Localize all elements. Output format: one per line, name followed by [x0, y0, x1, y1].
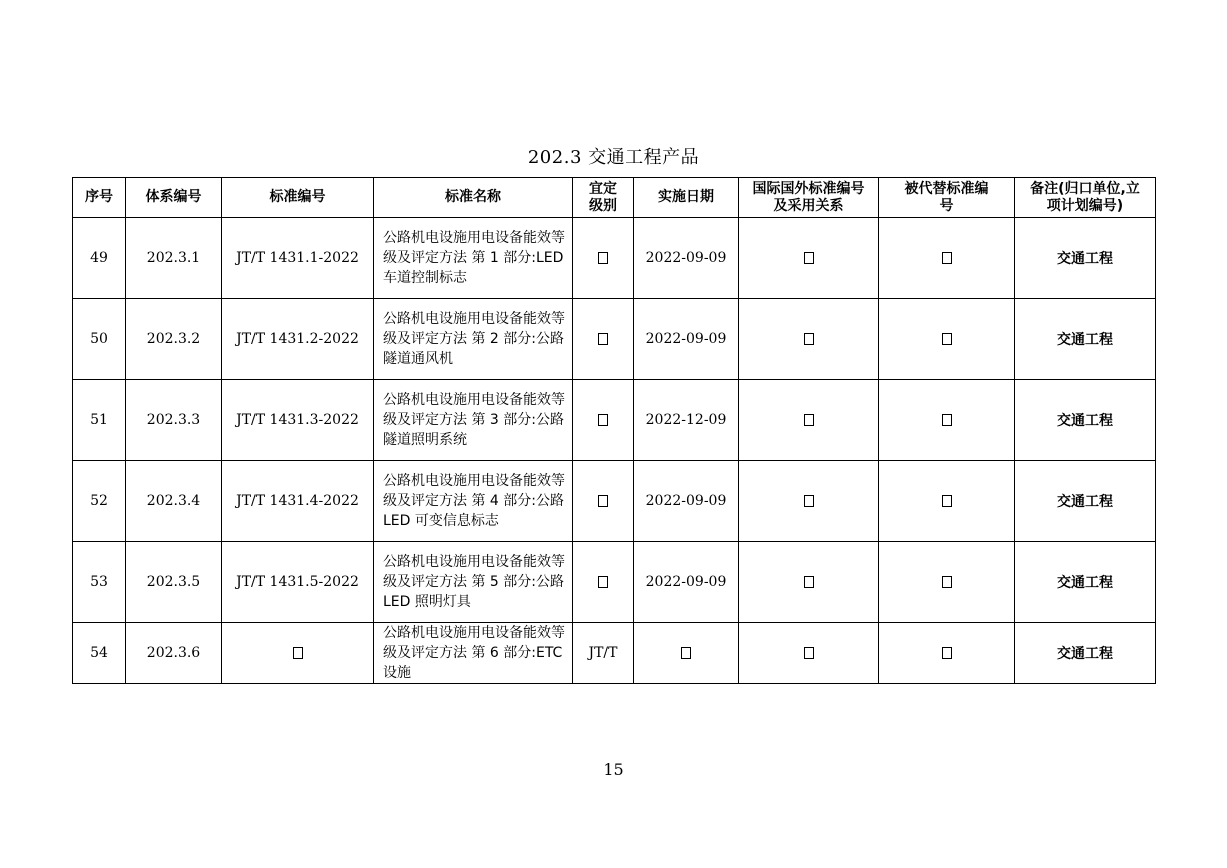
standards-table: [72, 177, 1156, 684]
empty-box-icon: [942, 333, 952, 345]
cell-intl: [739, 623, 879, 684]
col-header-date: 实施日期: [634, 178, 739, 218]
cell-replaced: [879, 380, 1015, 461]
cell-level: JT/T: [573, 623, 634, 684]
cell-name: 公路机电设施用电设备能效等级及评定方法 第 2 部分:公路隧道通风机: [374, 299, 573, 380]
cell-seq: 53: [73, 542, 126, 623]
cell-remark: 交通工程: [1015, 623, 1156, 684]
cell-std-no: JT/T 1431.5-2022: [222, 542, 374, 623]
cell-system-no: 202.3.1: [126, 218, 222, 299]
cell-seq: 50: [73, 299, 126, 380]
cell-date: 2022-09-09: [634, 299, 739, 380]
section-title: 202.3 交通工程产品: [527, 147, 700, 168]
cell-name: 公路机电设施用电设备能效等级及评定方法 第 1 部分:LED 车道控制标志: [374, 218, 573, 299]
cell-system-no: 202.3.4: [126, 461, 222, 542]
cell-intl: [739, 299, 879, 380]
cell-system-no: 202.3.5: [126, 542, 222, 623]
cell-intl: [739, 542, 879, 623]
empty-box-icon: [942, 647, 952, 659]
cell-name: 公路机电设施用电设备能效等级及评定方法 第 6 部分:ETC 设施: [374, 623, 573, 684]
cell-seq: 54: [73, 623, 126, 684]
table-row: [73, 461, 1156, 542]
cell-system-no: 202.3.3: [126, 380, 222, 461]
empty-box-icon: [942, 252, 952, 264]
empty-box-icon: [804, 252, 814, 264]
cell-intl: [739, 218, 879, 299]
col-header-level-text: 宜定级别: [588, 180, 617, 214]
cell-remark: 交通工程: [1015, 380, 1156, 461]
cell-std-no: JT/T 1431.4-2022: [222, 461, 374, 542]
empty-box-icon: [942, 414, 952, 426]
col-header-level: [573, 178, 634, 218]
cell-seq: 51: [73, 380, 126, 461]
cell-level: [573, 461, 634, 542]
table-row: [73, 380, 1156, 461]
cell-std-no: JT/T 1431.3-2022: [222, 380, 374, 461]
cell-remark: 交通工程: [1015, 461, 1156, 542]
cell-name: 公路机电设施用电设备能效等级及评定方法 第 3 部分:公路隧道照明系统: [374, 380, 573, 461]
table-row: [73, 299, 1156, 380]
cell-date: [634, 623, 739, 684]
empty-box-icon: [804, 495, 814, 507]
cell-remark: 交通工程: [1015, 299, 1156, 380]
cell-system-no: 202.3.6: [126, 623, 222, 684]
col-header-name: 标准名称: [374, 178, 573, 218]
empty-box-icon: [681, 647, 691, 659]
page-number: 15: [603, 760, 624, 779]
col-header-replaced: [879, 178, 1015, 218]
cell-date: 2022-09-09: [634, 218, 739, 299]
cell-level: [573, 218, 634, 299]
cell-replaced: [879, 299, 1015, 380]
cell-std-no: [222, 623, 374, 684]
col-header-remark-text: 备注(归口单位,立项计划编号): [1030, 180, 1140, 214]
cell-intl: [739, 461, 879, 542]
table-row: [73, 623, 1156, 684]
cell-replaced: [879, 623, 1015, 684]
cell-date: 2022-09-09: [634, 542, 739, 623]
cell-std-no: JT/T 1431.1-2022: [222, 218, 374, 299]
empty-box-icon: [598, 252, 608, 264]
empty-box-icon: [598, 576, 608, 588]
cell-replaced: [879, 542, 1015, 623]
cell-date: 2022-12-09: [634, 380, 739, 461]
empty-box-icon: [804, 647, 814, 659]
empty-box-icon: [598, 414, 608, 426]
empty-box-icon: [804, 576, 814, 588]
cell-name: 公路机电设施用电设备能效等级及评定方法 第 4 部分:公路 LED 可变信息标志: [374, 461, 573, 542]
empty-box-icon: [804, 414, 814, 426]
empty-box-icon: [942, 495, 952, 507]
cell-seq: 49: [73, 218, 126, 299]
cell-level: [573, 542, 634, 623]
empty-box-icon: [942, 576, 952, 588]
empty-box-icon: [598, 333, 608, 345]
cell-date: 2022-09-09: [634, 461, 739, 542]
empty-box-icon: [293, 647, 303, 659]
cell-level: [573, 380, 634, 461]
col-header-std-no: 标准编号: [222, 178, 374, 218]
cell-seq: 52: [73, 461, 126, 542]
cell-replaced: [879, 218, 1015, 299]
cell-replaced: [879, 461, 1015, 542]
cell-remark: 交通工程: [1015, 218, 1156, 299]
cell-name: 公路机电设施用电设备能效等级及评定方法 第 5 部分:公路 LED 照明灯具: [374, 542, 573, 623]
col-header-seq: 序号: [73, 178, 126, 218]
cell-intl: [739, 380, 879, 461]
col-header-intl-text: 国际国外标准编号及采用关系: [752, 180, 865, 214]
cell-std-no: JT/T 1431.2-2022: [222, 299, 374, 380]
cell-remark: 交通工程: [1015, 542, 1156, 623]
cell-level: [573, 299, 634, 380]
cell-system-no: 202.3.2: [126, 299, 222, 380]
table-header-row: [73, 178, 1156, 218]
table-row: [73, 542, 1156, 623]
col-header-remark: [1015, 178, 1156, 218]
col-header-system-no: 体系编号: [126, 178, 222, 218]
col-header-intl: [739, 178, 879, 218]
empty-box-icon: [804, 333, 814, 345]
table-row: [73, 218, 1156, 299]
empty-box-icon: [598, 495, 608, 507]
col-header-replaced-text: 被代替标准编号: [904, 180, 989, 214]
